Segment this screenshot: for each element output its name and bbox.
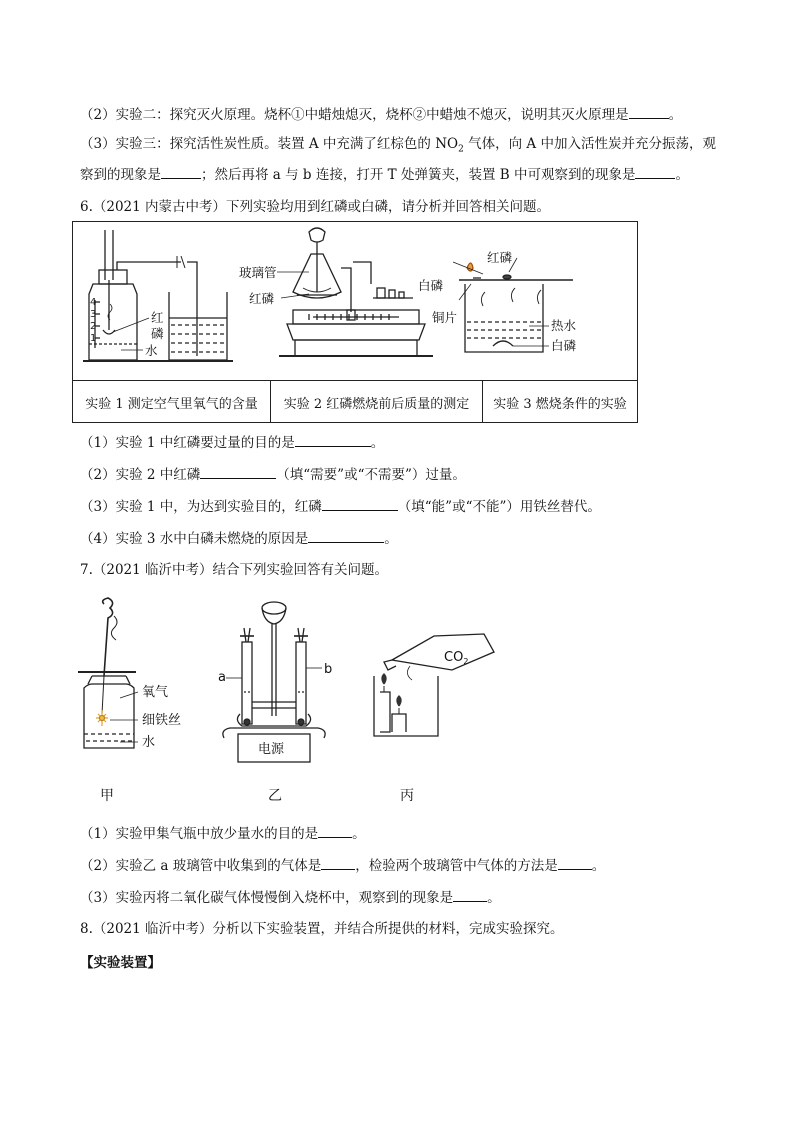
answer-blank[interactable]	[635, 164, 675, 179]
q6-title: 6.（2021 内蒙古中考）下列实验均用到红磷或白磷，请分析并回答相关问题。	[80, 199, 551, 215]
scale-mark: 2	[90, 321, 97, 332]
experiment-table	[72, 221, 638, 423]
fig-name-jia: 甲	[100, 788, 114, 804]
answer-blank[interactable]	[453, 887, 487, 902]
label-glass-tube: 玻璃管	[239, 265, 277, 280]
q5-part3-line1: （3）实验三：探究活性炭性质。装置 A 中充满了红棕色的 $NO_2$ 气体，向 A 中加入活性炭并充分振荡，观	[80, 136, 716, 155]
q6-sub3: （3）实验 1 中，为达到实验目的，红磷 （填“能”或“不能”）用铁丝替代。	[80, 496, 601, 517]
experiment-figures	[73, 222, 637, 381]
experiment-captions	[73, 381, 637, 423]
experiment-diagrams	[73, 222, 637, 380]
q7-sub2: （2）实验乙 a 玻璃管中收集到的气体是 ，检验两个玻璃管中气体的方法是 。	[80, 855, 605, 876]
answer-blank[interactable]	[318, 823, 352, 838]
answer-blank[interactable]	[558, 855, 592, 870]
q6-sub4: （4）实验 3 水中白磷未燃烧的原因是 。	[80, 528, 398, 549]
label-copper-sheet: 铜片	[432, 310, 458, 325]
answer-blank[interactable]	[161, 164, 201, 179]
label-power-source: 电源	[258, 742, 285, 757]
scale-mark: 3	[90, 309, 97, 320]
q5-part2: （2）实验二：探究灭火原理。烧杯①中蜡烛熄灭，烧杯②中蜡烛不熄灭，说明其灭火原理是 。	[80, 104, 682, 125]
q6-sub1: （1）实验 1 中红磷要过量的目的是 。	[80, 432, 384, 453]
label-oxygen: 氧气	[142, 685, 169, 700]
fig-name-bing: 丙	[400, 788, 414, 804]
label-water: 水	[142, 735, 156, 750]
answer-blank[interactable]	[200, 464, 276, 479]
scale-mark: 1	[90, 333, 97, 344]
scale-mark: 4	[90, 297, 97, 308]
q7-diagrams	[74, 596, 524, 772]
section-heading: 【实验装置】	[80, 955, 161, 971]
q7-sub1: （1）实验甲集气瓶中放少量水的目的是 。	[80, 823, 366, 844]
caption-exp2: 实验 2 红磷燃烧前后质量的测定	[271, 381, 483, 423]
q7-title: 7.（2021 临沂中考）结合下列实验回答有关问题。	[80, 562, 389, 578]
answer-blank[interactable]	[629, 104, 669, 119]
label-white-phosphorus-2: 白磷	[551, 338, 577, 353]
q8-title: 8.（2021 临沂中考）分析以下实验装置，并结合所提供的材料，完成实验探究。	[80, 921, 564, 937]
q7-sub3: （3）实验丙将二氧化碳气体慢慢倒入烧杯中，观察到的现象是 。	[80, 887, 501, 908]
label-red: 红	[151, 310, 164, 325]
caption-exp3: 实验 3 燃烧条件的实验	[493, 396, 627, 412]
label-water: 水	[145, 343, 158, 358]
answer-blank[interactable]	[308, 528, 384, 543]
label-hot-water: 热水	[551, 318, 577, 333]
label-red-phosphorus-3: 红磷	[487, 250, 513, 265]
label-iron-wire: 细铁丝	[142, 713, 182, 728]
fig-name-yi: 乙	[268, 788, 282, 804]
label-co2: $CO_2$	[444, 650, 469, 666]
answer-blank[interactable]	[322, 496, 398, 511]
label-red-phosphorus: 红磷	[249, 291, 275, 306]
label-white-phosphorus: 白磷	[418, 278, 444, 293]
label-phosphorus: 磷	[151, 326, 164, 341]
q5-part3-line2: 察到的现象是 ；然后再将 a 与 b 连接，打开 T 处弹簧夹，装置 B 中可观察到的现象是 。	[80, 164, 689, 185]
label-tube-a: a	[218, 670, 226, 685]
q6-sub2: （2）实验 2 中红磷 （填“需要”或“不需要”）过量。	[80, 464, 466, 485]
caption-exp1: 实验 1 测定空气里氧气的含量	[73, 381, 271, 423]
answer-blank[interactable]	[321, 855, 355, 870]
label-tube-b: b	[324, 662, 333, 677]
answer-blank[interactable]	[295, 432, 371, 447]
